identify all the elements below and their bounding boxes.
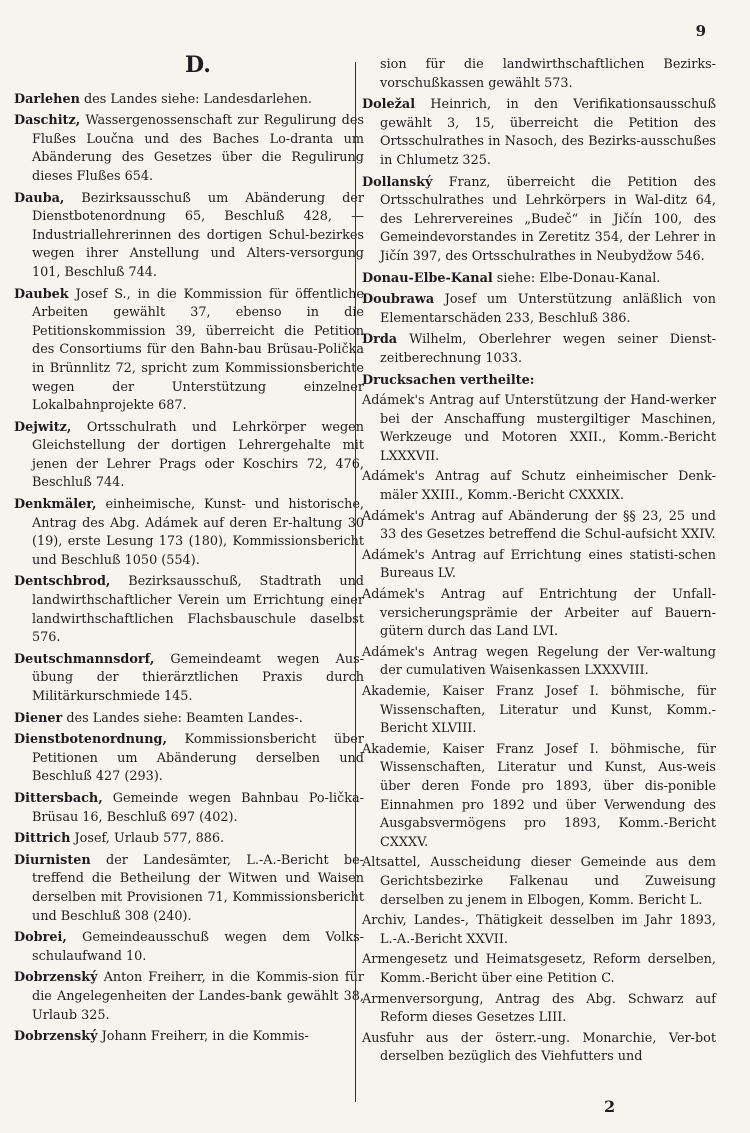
continuation-entry: sion für die landwirthschaftlichen Bezirks-vorschußkassen gewählt 573. (380, 57, 716, 91)
entry-text: Josef um Unterstützung anläßlich von Elementarschäden 233, Beschluß 386. (380, 292, 716, 326)
index-entry (14, 190, 364, 283)
entry-text: Josef, Urlaub 577, 886. (70, 831, 225, 847)
entry-text: Heinrich, in den Verifikationsausschuß gewählt 3, 15, überreicht die Petition des Ortsschulrathes in Nasoch, des Bezirks-ausschußes in Chlumetz 325. (380, 97, 716, 168)
drucksache-item: Ausfuhr aus der österr.-ung. Monarchie, Ver-bot derselben bezüglich des Viehfutters und (362, 1030, 716, 1065)
index-entry (14, 286, 364, 416)
entry-headword: Dobrzenský (14, 1029, 98, 1045)
column-divider (355, 62, 356, 1102)
entry-text: Wilhelm, Oberlehrer wegen seiner Dienst-zeitberechnung 1033. (380, 332, 716, 366)
index-entry (362, 270, 716, 289)
index-entry (14, 929, 364, 966)
drucksachen-list (362, 392, 716, 1067)
index-entry (14, 790, 364, 827)
entry-text: einheimische, Kunst- und historische, Antrag des Abg. Adámek auf deren Er-haltung 30 (19), erste Lesung 173 (180), Kommissionsbericht und Beschluß 1050 (554). (32, 497, 364, 568)
index-entry (362, 331, 716, 368)
entry-headword: Dobrzenský (14, 970, 98, 986)
entry-headword: Denkmäler, (14, 497, 97, 513)
entry-text: Kommissionsbericht über Petitionen um Abänderung derselben und Beschluß 427 (293). (32, 732, 364, 785)
drucksache-item: Armengesetz und Heimatsgesetz, Reform derselben, Komm.-Bericht über eine Petition C. (362, 952, 716, 986)
entry-headword: Doubrawa (362, 292, 435, 308)
index-entry (14, 731, 364, 787)
entry-headword: Doležal (362, 97, 416, 113)
index-entry (14, 852, 364, 926)
index-entry (362, 174, 716, 267)
drucksache-item: Armenversorgung, Antrag des Abg. Schwarz auf Reform dieses Gesetzes LIII. (362, 991, 716, 1026)
entry-text: Ortsschulrath und Lehrkörper wegen Gleichstellung der dortigen Lehrergehalte mit jenen der Lehrer Prags oder Koschirs 72, 476, Beschluß 744. (32, 419, 364, 491)
signature-mark: 2 (604, 1097, 616, 1116)
index-entry (14, 573, 364, 647)
index-entry (14, 419, 364, 493)
entry-headword: Dollanský (362, 174, 433, 190)
entry-headword: Dittersbach, (14, 790, 103, 806)
entry-headword: Dienstbotenordnung, (14, 732, 167, 748)
entry-text: Gemeinde wegen Bahnbau Po-lička-Brüsau 16, Beschluß 697 (402). (32, 790, 364, 825)
entry-headword: Darlehen (14, 91, 80, 107)
entry-text: des Landes siehe: Beamten Landes-. (62, 710, 303, 726)
entry-headword: Diener (14, 710, 63, 726)
entry-headword: Daubek (14, 286, 69, 302)
page-number: 9 (695, 22, 706, 40)
right-column (362, 56, 716, 1069)
section-letter: D. (185, 52, 211, 78)
entry-text: Gemeindeamt wegen Aus-übung der thierärztlichen Praxis durch Militärkurschmiede 145. (32, 651, 364, 704)
entry-headword: Dittrich (14, 831, 71, 847)
entry-text: Bezirksausschuß, Stadtrath und landwirthschaftlicher Verein um Errichtung einer landwirthschaftlichen Flachsbauschule daselbst 576. (32, 574, 364, 646)
entry-text: Johann Freiherr, in die Kommis- (97, 1029, 309, 1045)
index-entry (14, 651, 364, 707)
entry-headword: Dentschbrod, (14, 574, 111, 590)
entry-headword: Dejwitz, (14, 419, 72, 435)
entry-headword: Dauba, (14, 190, 65, 206)
index-entry (14, 496, 364, 570)
drucksache-item: Akademie, Kaiser Franz Josef I. böhmische, für Wissenschaften, Literatur und Kunst, Aus-weis über deren Fonde pro 1893, über dis-ponible Einnahmen pro 1892 und über Verwendung des Ausgabsvermögens pro 1893, Komm.-Bericht CXXXV. (362, 741, 716, 850)
drucksache-item: Adámek's Antrag auf Errichtung eines statisti-schen Bureaus LV. (362, 547, 716, 582)
left-entries (14, 91, 364, 1047)
drucksachen-heading: Drucksachen vertheilte: (362, 372, 535, 388)
entry-text: Anton Freiherr, in die Kommis-sion für die Angelegenheiten der Landes-bank gewählt 38, Urlaub 325. (32, 970, 364, 1023)
drucksache-item: Archiv, Landes-, Thätigkeit desselben im Jahr 1893, L.-A.-Bericht XXVII. (362, 913, 716, 947)
drucksache-item: Altsattel, Ausscheidung dieser Gemeinde aus dem Gerichtsbezirke Falkenau und Zuweisung derselben zu jenem in Elbogen, Komm. Bericht L. (362, 855, 716, 908)
index-entry (14, 91, 364, 110)
entry-headword: Drda (362, 332, 398, 348)
entry-text: siehe: Elbe-Donau-Kanal. (492, 270, 661, 286)
drucksache-item: Adámek's Antrag auf Schutz einheimischer Denk-mäler XXIII., Komm.-Bericht CXXXIX. (362, 469, 716, 504)
index-entry (14, 969, 364, 1025)
drucksache-item: Adámek's Antrag auf Entrichtung der Unfall-versicherungsprämie der Arbeiter auf Bauern-gütern durch das Land LVI. (362, 587, 716, 640)
drucksache-item: Akademie, Kaiser Franz Josef I. böhmische, für Wissenschaften, Literatur und Kunst, Komm.-Bericht XLVIII. (362, 684, 716, 737)
entry-text: Gemeindeausschuß wegen dem Volks-schulaufwand 10. (32, 930, 364, 964)
entry-headword: Diurnisten (14, 852, 91, 868)
right-entries (362, 96, 716, 368)
entry-text: des Landes siehe: Landesdarlehen. (79, 91, 312, 107)
index-entry (362, 291, 716, 328)
entry-text: Franz, überreicht die Petition des Ortsschulrathes und Lehrkörpers in Wal-ditz 64, des Lehrervereines „Budeč“ in Jičín 100, des Gemeindevorstandes in Zeretitz 354, der Lehrer in Jičín 397, des Ortsschulrathes in Neubydžow 546. (380, 174, 716, 264)
entry-headword: Dobrei, (14, 930, 67, 946)
entry-headword: Deutschmannsdorf, (14, 651, 155, 667)
index-entry (14, 830, 364, 849)
drucksache-item: Adámek's Antrag auf Abänderung der §§ 23, 25 und 33 des Gesetzes betreffend die Schul-aufsicht XXIV. (362, 508, 716, 543)
index-entry (14, 112, 364, 186)
drucksache-item: Adámek's Antrag wegen Regelung der Ver-waltung der cumulativen Waisenkassen LXXXVIII. (362, 644, 716, 679)
index-entry (14, 1028, 364, 1047)
entry-text: Wassergenossenschaft zur Regulirung des Flußes Loučna und des Baches Lo-dranta um Abänderung des Gesetzes über die Regulirung dieses Flußes 654. (32, 113, 364, 184)
index-entry (14, 710, 364, 729)
left-column (14, 52, 364, 1050)
entry-text: Josef S., in die Kommission für öffentliche Arbeiten gewählt 37, ebenso in die Petitionskommission 39, überreicht die Petition des Consortiums für den Bahn-bau Brüsau-Polička in Brünnlitz 72, spricht zum Kommissionsberichte wegen der Unterstützung einzelner Lokalbahnprojekte 687. (32, 286, 364, 414)
entry-text: Bezirksausschuß um Abänderung der Dienstbotenordnung 65, Beschluß 428, — Industriallehrerinnen des dortigen Schul-bezirkes wegen ihrer Anstellung und Alters-versorgung 101, Beschluß 744. (32, 190, 364, 280)
entry-headword: Daschitz, (14, 113, 81, 129)
index-entry (362, 96, 716, 170)
drucksache-item: Adámek's Antrag auf Unterstützung der Hand-werker bei der Anschaffung mustergiltiger Maschinen, Werkzeuge und Motoren XXII., Komm.-Bericht LXXXVII. (362, 393, 716, 464)
entry-text: der Landesämter, L.-A.-Bericht be-treffend die Betheilung der Witwen und Waisen derselben mit Provisionen 71, Kommissionsbericht und Beschluß 308 (240). (32, 852, 364, 924)
entry-headword: Donau-Elbe-Kanal (362, 270, 493, 286)
